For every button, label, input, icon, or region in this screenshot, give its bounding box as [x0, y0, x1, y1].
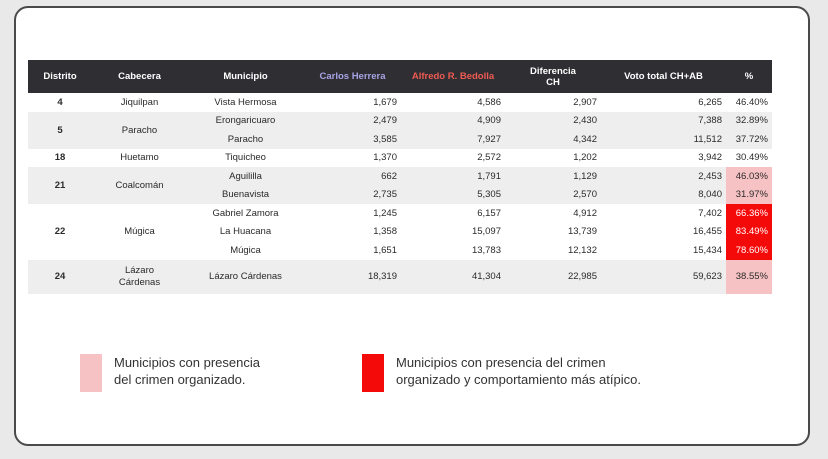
alfredo-cell: 1,791 [401, 167, 505, 186]
legend-light-line2: del crimen organizado. [114, 372, 246, 387]
pct-cell: 46.40% [726, 93, 772, 112]
distrito-cell: 22 [28, 204, 92, 260]
carlos-cell: 2,735 [304, 186, 401, 205]
header-diferencia-line2: CH [546, 76, 560, 88]
pct-cell: 31.97% [726, 186, 772, 205]
legend-light-swatch [80, 354, 102, 392]
table-row [28, 167, 772, 186]
municipio-cell: Gabriel Zamora [187, 204, 304, 223]
carlos-cell: 1,370 [304, 149, 401, 168]
carlos-cell: 662 [304, 167, 401, 186]
municipio-cell: La Huacana [187, 223, 304, 242]
alfredo-cell: 6,157 [401, 204, 505, 223]
total-cell: 6,265 [601, 93, 726, 112]
header-cabecera: Cabecera [92, 60, 187, 93]
total-cell: 16,455 [601, 223, 726, 242]
total-cell: 7,402 [601, 204, 726, 223]
carlos-cell: 3,585 [304, 130, 401, 149]
pct-cell: 46.03% [726, 167, 772, 186]
municipio-cell: Aguililla [187, 167, 304, 186]
header-alfredo-bedolla: Alfredo R. Bedolla [401, 60, 505, 93]
municipio-cell: Vista Hermosa [187, 93, 304, 112]
diferencia-cell: 22,985 [505, 260, 601, 294]
carlos-cell: 1,651 [304, 241, 401, 260]
diferencia-cell: 4,912 [505, 204, 601, 223]
diferencia-cell: 4,342 [505, 130, 601, 149]
diferencia-cell: 1,202 [505, 149, 601, 168]
legend-red-text [396, 354, 641, 388]
header-diferencia [505, 60, 601, 93]
diferencia-cell: 12,132 [505, 241, 601, 260]
pct-cell: 83.49% [726, 223, 772, 242]
legend-light-text [114, 354, 260, 388]
diferencia-cell: 2,907 [505, 93, 601, 112]
legend-red-line2: organizado y comportamiento más atípico. [396, 372, 641, 387]
distrito-cell: 24 [28, 260, 92, 294]
pct-cell: 30.49% [726, 149, 772, 168]
pct-cell: 78.60% [726, 241, 772, 260]
diferencia-cell: 1,129 [505, 167, 601, 186]
total-cell: 15,434 [601, 241, 726, 260]
table-row [28, 260, 772, 294]
table-row [28, 204, 772, 223]
legend-red-line1: Municipios con presencia del crimen [396, 355, 606, 370]
header-distrito: Distrito [28, 60, 92, 93]
municipio-cell: Tiquicheo [187, 149, 304, 168]
table-row [28, 112, 772, 131]
cabecera-line1: Lázaro [124, 264, 155, 276]
municipio-cell: Múgica [187, 241, 304, 260]
cabecera-cell: Múgica [92, 204, 187, 260]
pct-cell: 38.55% [726, 260, 772, 294]
total-cell: 8,040 [601, 186, 726, 205]
legend-red [362, 354, 641, 392]
municipio-cell: Paracho [187, 130, 304, 149]
header-carlos-herrera: Carlos Herrera [304, 60, 401, 93]
carlos-cell: 1,245 [304, 204, 401, 223]
total-cell: 7,388 [601, 112, 726, 131]
cabecera-cell: Huetamo [92, 149, 187, 168]
pct-cell: 32.89% [726, 112, 772, 131]
diferencia-cell: 2,570 [505, 186, 601, 205]
alfredo-cell: 2,572 [401, 149, 505, 168]
carlos-cell: 1,358 [304, 223, 401, 242]
legend-red-swatch [362, 354, 384, 392]
total-cell: 3,942 [601, 149, 726, 168]
cabecera-cell: Paracho [92, 112, 187, 149]
table-row [28, 93, 772, 112]
municipio-cell: Erongaricuaro [187, 112, 304, 131]
total-cell: 11,512 [601, 130, 726, 149]
header-municipio: Municipio [187, 60, 304, 93]
cabecera-cell: Jiquilpan [92, 93, 187, 112]
cabecera-cell: Coalcomán [92, 167, 187, 204]
total-cell: 59,623 [601, 260, 726, 294]
alfredo-cell: 41,304 [401, 260, 505, 294]
election-results-table [28, 60, 772, 294]
alfredo-cell: 4,909 [401, 112, 505, 131]
alfredo-cell: 5,305 [401, 186, 505, 205]
header-diferencia-line1: Diferencia [530, 65, 576, 77]
distrito-cell: 18 [28, 149, 92, 168]
table-row [28, 149, 772, 168]
alfredo-cell: 15,097 [401, 223, 505, 242]
alfredo-cell: 13,783 [401, 241, 505, 260]
pct-cell: 37.72% [726, 130, 772, 149]
carlos-cell: 1,679 [304, 93, 401, 112]
municipio-cell: Lázaro Cárdenas [187, 260, 304, 294]
header-row [28, 60, 772, 93]
alfredo-cell: 4,586 [401, 93, 505, 112]
legend-light [80, 354, 260, 392]
carlos-cell: 2,479 [304, 112, 401, 131]
municipio-cell: Buenavista [187, 186, 304, 205]
header-pct: % [726, 60, 772, 93]
diferencia-cell: 13,739 [505, 223, 601, 242]
distrito-cell: 4 [28, 93, 92, 112]
distrito-cell: 21 [28, 167, 92, 204]
diferencia-cell: 2,430 [505, 112, 601, 131]
alfredo-cell: 7,927 [401, 130, 505, 149]
cabecera-cell [92, 260, 187, 294]
cabecera-line2: Cárdenas [118, 276, 161, 288]
pct-cell: 66.36% [726, 204, 772, 223]
carlos-cell: 18,319 [304, 260, 401, 294]
distrito-cell: 5 [28, 112, 92, 149]
total-cell: 2,453 [601, 167, 726, 186]
legend-light-line1: Municipios con presencia [114, 355, 260, 370]
header-voto-total: Voto total CH+AB [601, 60, 726, 93]
